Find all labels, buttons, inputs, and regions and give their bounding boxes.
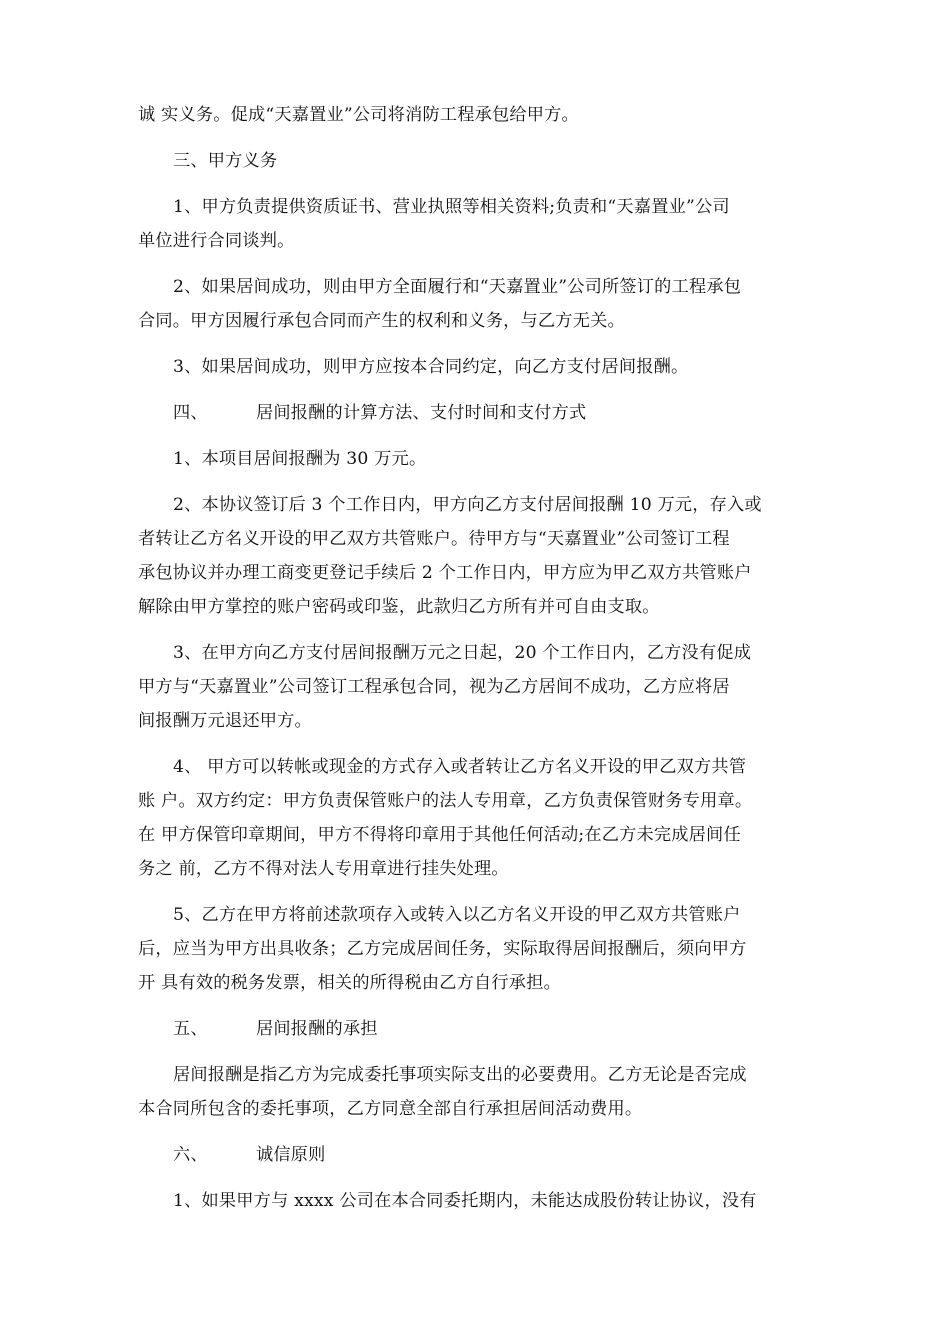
paragraph-line: 2、如果居间成功，则由甲方全面履行和“天嘉置业”公司所签订的工程承包 [173, 277, 742, 297]
paragraph-line: 3、在甲方向乙方支付居间报酬万元之日起，20 个工作日内，乙方没有促成 [173, 643, 752, 663]
paragraph-line: 间报酬万元退还甲方。 [138, 711, 312, 731]
paragraph-line: 在 甲方保管印章期间，甲方不得将印章用于其他任何活动;在乙方未完成居间任 [138, 825, 741, 845]
section-number: 六、 [173, 1145, 208, 1165]
paragraph-line: 1、甲方负责提供资质证书、营业执照等相关资料;负责和“天嘉置业”公司 [173, 197, 730, 217]
paragraph-line: 承包协议并办理工商变更登记手续后 2 个工作日内，甲方应为甲乙双方共管账户 [138, 563, 752, 583]
paragraph-line: 1、本项目居间报酬为 30 万元。 [173, 449, 427, 469]
section-number: 四、 [173, 403, 208, 423]
paragraph-line: 账 户。双方约定：甲方负责保管账户的法人专用章，乙方负责保管财务专用章。 [138, 791, 753, 811]
paragraph-line: 诚 实义务。促成“天嘉置业”公司将消防工程承包给甲方。 [138, 105, 579, 125]
paragraph-line: 3、如果居间成功，则甲方应按本合同约定，向乙方支付居间报酬。 [173, 357, 689, 377]
paragraph-line: 解除由甲方掌控的账户密码或印鉴，此款归乙方所有并可自由支取。 [138, 597, 660, 617]
paragraph-line: 合同。甲方因履行承包合同而产生的权利和义务，与乙方无关。 [138, 311, 625, 331]
paragraph-line: 4、 甲方可以转帐或现金的方式存入或者转让乙方名义开设的甲乙双方共管 [173, 757, 747, 777]
section-title: 居间报酬的承担 [256, 1019, 378, 1039]
section-heading: 三、甲方义务 [173, 151, 278, 171]
section-heading [138, 1138, 828, 1172]
paragraph-line: 5、乙方在甲方将前述款项存入或转入以乙方名义开设的甲乙双方共管账户 [173, 905, 741, 925]
paragraph-line: 者转让乙方名义开设的甲乙双方共管账户。待甲方与“天嘉置业”公司签订工程 [138, 529, 730, 549]
paragraph-line: 2、本协议签订后 3 个工作日内，甲方向乙方支付居间报酬 10 万元，存入或 [173, 495, 762, 515]
paragraph-line: 1、如果甲方与 xxxx 公司在本合同委托期内，未能达成股份转让协议，没有 [173, 1191, 757, 1211]
paragraph-line: 开 具有效的税务发票，相关的所得税由乙方自行承担。 [138, 973, 561, 993]
section-heading [138, 396, 828, 430]
section-title: 居间报酬的计算方法、支付时间和支付方式 [256, 403, 587, 423]
document-body [138, 98, 828, 1218]
paragraph-line: 居间报酬是指乙方为完成委托事项实际支出的必要费用。乙方无论是否完成 [173, 1065, 747, 1085]
section-number: 五、 [173, 1019, 208, 1039]
paragraph-line: 后，应当为甲方出具收条；乙方完成居间任务，实际取得居间报酬后，须向甲方 [138, 939, 747, 959]
paragraph-line: 甲方与“天嘉置业”公司签订工程承包合同，视为乙方居间不成功，乙方应将居 [138, 677, 730, 697]
paragraph-line: 单位进行合同谈判。 [138, 231, 295, 251]
paragraph-line: 本合同所包含的委托事项，乙方同意全部自行承担居间活动费用。 [138, 1099, 643, 1119]
section-title: 诚信原则 [256, 1145, 326, 1165]
paragraph-line: 务之 前，乙方不得对法人专用章进行挂失处理。 [138, 859, 509, 879]
section-heading [138, 1012, 828, 1046]
